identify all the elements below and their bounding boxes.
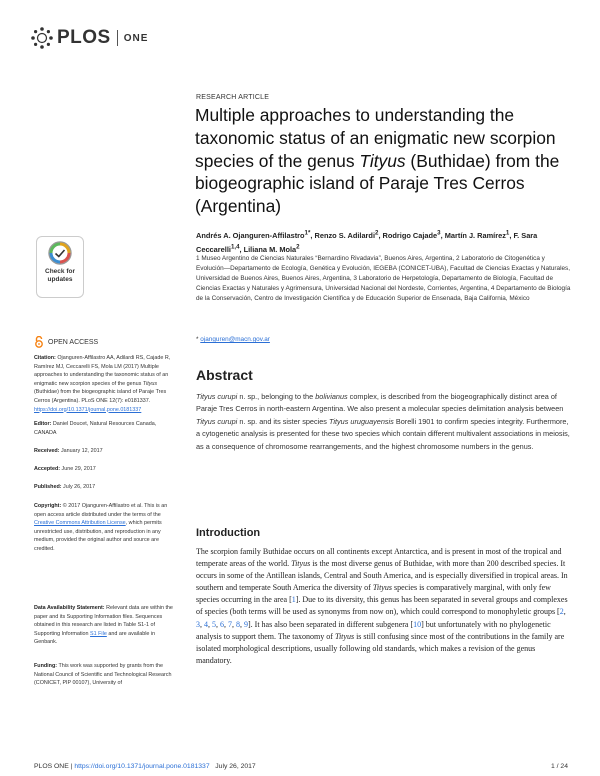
author-6[interactable]: Liliana M. Mola$^2$ bbox=[243, 243, 300, 255]
intro-run: Tityus bbox=[334, 631, 355, 641]
author-3[interactable]: Rodrigo Cajade$^3$, bbox=[382, 230, 445, 241]
citation-doi-link[interactable]: https://doi.org/10.1371/journal.pone.0181337 bbox=[34, 406, 142, 413]
reference-link[interactable]: 7 bbox=[228, 619, 232, 629]
reference-link[interactable]: 9 bbox=[244, 619, 248, 629]
reference-link[interactable]: 8 bbox=[236, 619, 240, 629]
page-footer: PLOS ONE | https://doi.org/10.1371/journal.pone.0181337 July 26, 2017 bbox=[34, 763, 256, 770]
abstract-run: complex, is described from the biogeographically distinct area of Paraje Tres Cerros in north-eastern Argentina. We also present a molecular species delimitation analysis between bbox=[196, 392, 564, 414]
article-title bbox=[195, 104, 575, 218]
abstract-heading: Abstract bbox=[196, 367, 253, 383]
abstract-run: Tityus curupi bbox=[196, 416, 238, 426]
intro-run: ]. Due to its diversity, this genus has been separated in several groups and complexes of species (both terms will be used as synonyms from now on), which could correspond to monophyletic groups [ bbox=[196, 595, 568, 617]
plos-logo-icon bbox=[30, 26, 54, 50]
footer-doi-link[interactable]: https://doi.org/10.1371/journal.pone.0181337 bbox=[74, 763, 210, 770]
author-1[interactable]: Andrés A. Ojanguren-Affilastro$^{1*}$, bbox=[196, 230, 315, 241]
author-5[interactable]: F. Sara Ceccarelli$^{1,4}$, bbox=[196, 231, 538, 255]
title-part-1: Multiple approaches to understanding the taxonomic status of an enigmatic new scorpion species of the genus bbox=[195, 105, 556, 171]
intro-run: , bbox=[240, 619, 244, 629]
abstract-run: bolivianus bbox=[315, 392, 348, 401]
logo-journal: ONE bbox=[123, 32, 149, 44]
abstract-run: n. sp., belonging to the bbox=[237, 392, 316, 401]
received-date: Received: January 12, 2017 bbox=[34, 448, 103, 454]
copyright-block: Copyright: © 2017 Ojanguren-Affilastro et al. This is an open access article distributed under the terms of the Creative Commons Attribution License, which permits unrestricted use, distribution, and reproduction in any medium, provided the original author and source are credited. bbox=[34, 503, 168, 552]
email-link[interactable]: ojanguren@macn.gov.ar bbox=[200, 336, 270, 343]
intro-run: is still confusing since most of the contributions in the family are isolated morphological descriptions, usually following old standards, which makes a revision of the genus mandatory. bbox=[196, 631, 565, 665]
cc-license-link[interactable]: Creative Commons Attribution License bbox=[34, 520, 126, 527]
footer-journal: PLOS ONE bbox=[34, 763, 69, 770]
citation-block: Citation: Ojanguren-Affilastro AA, Adilardi RS, Cajade R, Ramírez MJ, Ceccarelli FS, Mola LM (2017) Multiple approaches to understanding the taxonomic status of an enigmatic new scorpion species of the genus Tityus (Buthidae) from the biogeographic island of Paraje Tres Cerros (Argentina). PLoS ONE 12(7): e0181337. https://doi.org/10.1371/journal.pone.0181337 bbox=[34, 355, 171, 413]
s1-file-link[interactable]: S1 File bbox=[90, 630, 107, 637]
reference-link[interactable]: 3 bbox=[196, 619, 200, 629]
title-genus: Tityus bbox=[359, 150, 406, 171]
reference-link[interactable]: 5 bbox=[212, 619, 216, 629]
reference-link[interactable]: 2 bbox=[559, 607, 564, 617]
page-number: 1 / 24 bbox=[550, 763, 568, 770]
abstract-run: n. sp. and its sister species bbox=[237, 416, 329, 426]
intro-run: ]. It has also been separated in different subgenera [ bbox=[248, 619, 414, 629]
plos-logo bbox=[30, 26, 148, 50]
intro-run: , bbox=[232, 619, 236, 629]
intro-run: , bbox=[200, 619, 204, 629]
reference-link[interactable]: 10 bbox=[413, 619, 422, 629]
intro-run: , bbox=[208, 619, 212, 629]
reference-link[interactable]: 4 bbox=[204, 619, 208, 629]
funding-block: Funding: This work was supported by grants from the National Council of Scientific and Technological Research (CONICET, PIP 00107), University of bbox=[34, 663, 172, 687]
check-updates-label: Check for updates bbox=[45, 268, 75, 283]
intro-run: The scorpion family Buthidae occurs on all continents except Antarctica, and is present in most of the tropical and temperate areas of the world. bbox=[196, 547, 562, 569]
check-updates-icon bbox=[48, 241, 72, 265]
reference-link[interactable]: 1 bbox=[291, 595, 296, 605]
footer-date: July 26, 2017 bbox=[215, 763, 256, 770]
author-list bbox=[196, 228, 568, 256]
author-4[interactable]: Martín J. Ramírez$^1$, bbox=[444, 230, 514, 241]
corresponding-email: * ojanguren@macn.gov.ar bbox=[196, 336, 270, 343]
intro-run: , bbox=[563, 607, 566, 617]
reference-link[interactable]: 6 bbox=[220, 619, 224, 629]
abstract-text bbox=[196, 391, 572, 453]
intro-run: , bbox=[216, 619, 220, 629]
article-type: RESEARCH ARTICLE bbox=[196, 94, 270, 101]
abstract-run: Tityus curupi bbox=[196, 392, 238, 401]
data-availability-block: Data Availability Statement: Relevant data are within the paper and its Supporting Information files. Sequences obtained in this research are listed in Table S1-1 of Supporting Information S1 File and are available in Genbank. bbox=[34, 605, 173, 646]
published-date: Published: July 26, 2017 bbox=[34, 484, 96, 490]
abstract-run: Tityus uruguayensis bbox=[328, 416, 394, 426]
intro-run: is the most diverse genus of Buthidae, with more than 200 described species. It occurs in some of the Antillean islands, Central and South America, and is especially diversified in tropical areas. In southern and temperate South America the diversity of bbox=[196, 559, 568, 593]
author-2[interactable]: Renzo S. Adilardi$^2$, bbox=[314, 230, 383, 241]
intro-run: ] but unfortunately with no phylogenetic analysis to support them. The taxonomy of bbox=[196, 619, 551, 641]
intro-run: species is comparatively marginal, with only few species occurring in the area [ bbox=[196, 583, 551, 605]
editor-block: Editor: Daniel Doucet, Natural Resources Canada, CANADA bbox=[34, 421, 157, 436]
introduction-heading: Introduction bbox=[196, 527, 261, 539]
introduction-text bbox=[196, 546, 572, 667]
abstract-run: Borelli 1901 to confirm species integrity. Furthermore, a cytogenetic analysis is presented for these two species which contain different multivalent associations in meiosis, as a consequence of chromosome rearrangements, and the highest chromosome numbers in the genus. bbox=[196, 416, 570, 451]
check-for-updates-badge[interactable] bbox=[36, 236, 84, 298]
logo-divider bbox=[117, 30, 118, 46]
open-access-badge bbox=[34, 336, 98, 348]
open-access-label: OPEN ACCESS bbox=[48, 338, 99, 346]
accepted-date: Accepted: June 29, 2017 bbox=[34, 466, 96, 472]
title-part-2: (Buthidae) from the biogeographic island of Paraje Tres Cerros (Argentina) bbox=[195, 150, 560, 217]
affiliations: 1 Museo Argentino de Ciencias Naturales “Bernardino Rivadavia”, Buenos Aires, Argentina, 2 Laboratorio de Citogenética y Evolución—Departamento de Ecología, Genética y Evolución, IEGEBA (CONICET-UBA), Facultad de Ciencias Exactas y Naturales, Universidad de Buenos Aires, Buenos Aires, Argentina, 3 Laboratorio de Herpetología, Departamento de Biología, Facultad de Ciencias Exactas y Naturales y Agrimensura, Universidad Nacional del Nordeste, Corrientes, Argentina, 4 Departamento de Biología de la Conservación, Centro de Investigación Científica y de Educación Superior de Ensenada, Baja California, México bbox=[196, 255, 571, 302]
logo-brand: PLOS bbox=[57, 27, 111, 48]
open-lock-icon bbox=[34, 336, 44, 348]
intro-run: Tityus bbox=[372, 583, 392, 593]
intro-run: , bbox=[224, 619, 228, 629]
intro-run: Tityus bbox=[291, 559, 311, 569]
